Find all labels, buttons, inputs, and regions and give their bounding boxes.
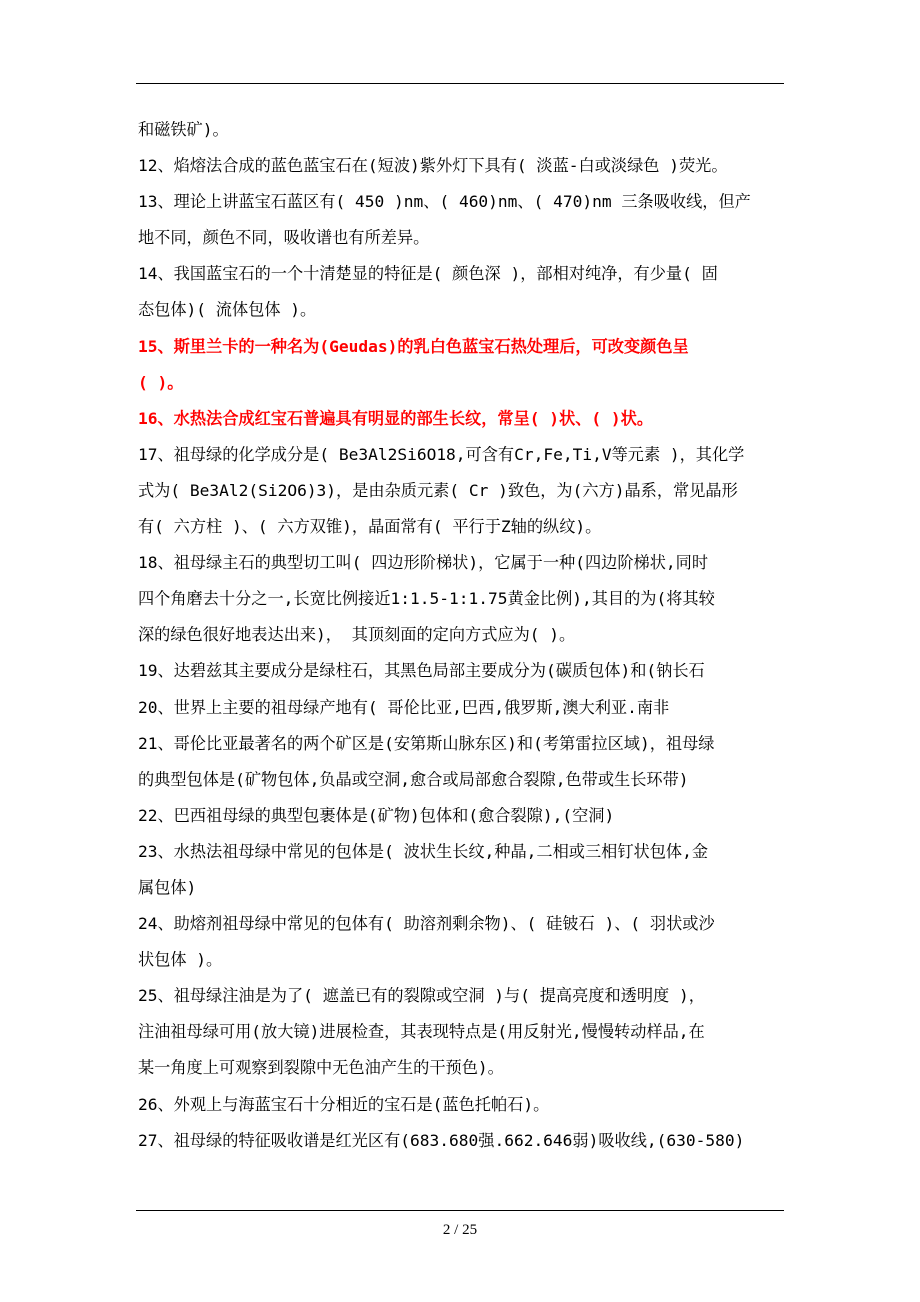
text-line: 26、外观上与海蓝宝石十分相近的宝石是(蓝色托帕石)。 <box>138 1094 550 1114</box>
text-line: 20、世界上主要的祖母绿产地有( 哥伦比亚,巴西,俄罗斯,澳大利亚.南非 <box>138 697 670 717</box>
text-line: ( )。 <box>138 372 184 392</box>
text-line: 式为( Be3Al2(Si2O6)3)，是由杂质元素( Cr )致色，为(六方)晶系，常见晶形 <box>138 480 738 500</box>
text-line: 23、水热法祖母绿中常见的包体是( 波状生长纹,种晶,二相或三相钉状包体,金 <box>138 841 709 861</box>
text-line: 12、焰熔法合成的蓝色蓝宝石在(短波)紫外灯下具有( 淡蓝-白或淡绿色 )荧光。 <box>138 156 728 176</box>
text-line: 21、哥伦比亚最著名的两个矿区是(安第斯山脉东区)和(考第雷拉区域)，祖母绿 <box>138 733 715 753</box>
text-line: 的典型包体是(矿物包体,负晶或空洞,愈合或局部愈合裂隙,色带或生长环带) <box>138 769 689 789</box>
text-line: 有( 六方柱 )、( 六方双锥)，晶面常有( 平行于Z轴的纵纹)。 <box>138 517 602 537</box>
text-line: 注油祖母绿可用(放大镜)进展检查，其表现特点是(用反射光,慢慢转动样品,在 <box>138 1022 705 1042</box>
text-line: 17、祖母绿的化学成分是( Be3Al2Si6O18,可含有Cr,Fe,Ti,V等元素 )，其化学 <box>138 444 745 464</box>
text-line: 14、我国蓝宝石的一个十清楚显的特征是( 颜色深 )，部相对纯净，有少量( 固 <box>138 264 718 284</box>
text-line: 25、祖母绿注油是为了( 遮盖已有的裂隙或空洞 )与( 提高亮度和透明度 )， <box>138 986 705 1006</box>
text-line: 属包体) <box>138 877 197 897</box>
text-line: 13、理论上讲蓝宝石蓝区有( 450 )nm、( 460)nm、( 470)nm 三条吸收线，但产 <box>138 192 751 212</box>
text-line: 16、水热法合成红宝石普遍具有明显的部生长纹，常呈( )状、( )状。 <box>138 408 654 428</box>
page-number: 2 / 25 <box>442 1222 478 1238</box>
text-line: 四个角磨去十分之一,长宽比例接近1:1.5-1:1.75黄金比例),其目的为(将其较 <box>138 589 715 609</box>
text-line: 18、祖母绿主石的典型切工叫( 四边形阶梯状)，它属于一种(四边阶梯状,同时 <box>138 553 709 573</box>
text-line: 19、达碧兹其主要成分是绿柱石，其黑色局部主要成分为(碳质包体)和(钠长石 <box>138 661 705 681</box>
document-body <box>138 112 788 1159</box>
text-line: 24、助熔剂祖母绿中常见的包体有( 助溶剂剩余物)、( 硅铍石 )、( 羽状或沙 <box>138 914 715 934</box>
text-line: 状包体 )。 <box>138 950 223 970</box>
text-line: 27、祖母绿的特征吸收谱是红光区有(683.680强.662.646弱)吸收线,(630-580) <box>138 1130 745 1150</box>
header-rule <box>136 83 784 84</box>
text-line: 22、巴西祖母绿的典型包裹体是(矿物)包体和(愈合裂隙),(空洞) <box>138 805 615 825</box>
text-line: 某一角度上可观察到裂隙中无色油产生的干预色)。 <box>138 1058 504 1078</box>
footer-rule <box>136 1210 784 1211</box>
text-line: 和磁铁矿)。 <box>138 120 229 139</box>
text-line: 15、斯里兰卡的一种名为(Geudas)的乳白色蓝宝石热处理后，可改变颜色呈 <box>138 336 689 356</box>
text-line: 地不同，颜色不同，吸收谱也有所差异。 <box>138 228 430 248</box>
text-line: 深的绿色很好地表达出来)， 其顶刻面的定向方式应为( )。 <box>138 625 576 645</box>
text-line: 态包体)( 流体包体 )。 <box>138 300 317 320</box>
